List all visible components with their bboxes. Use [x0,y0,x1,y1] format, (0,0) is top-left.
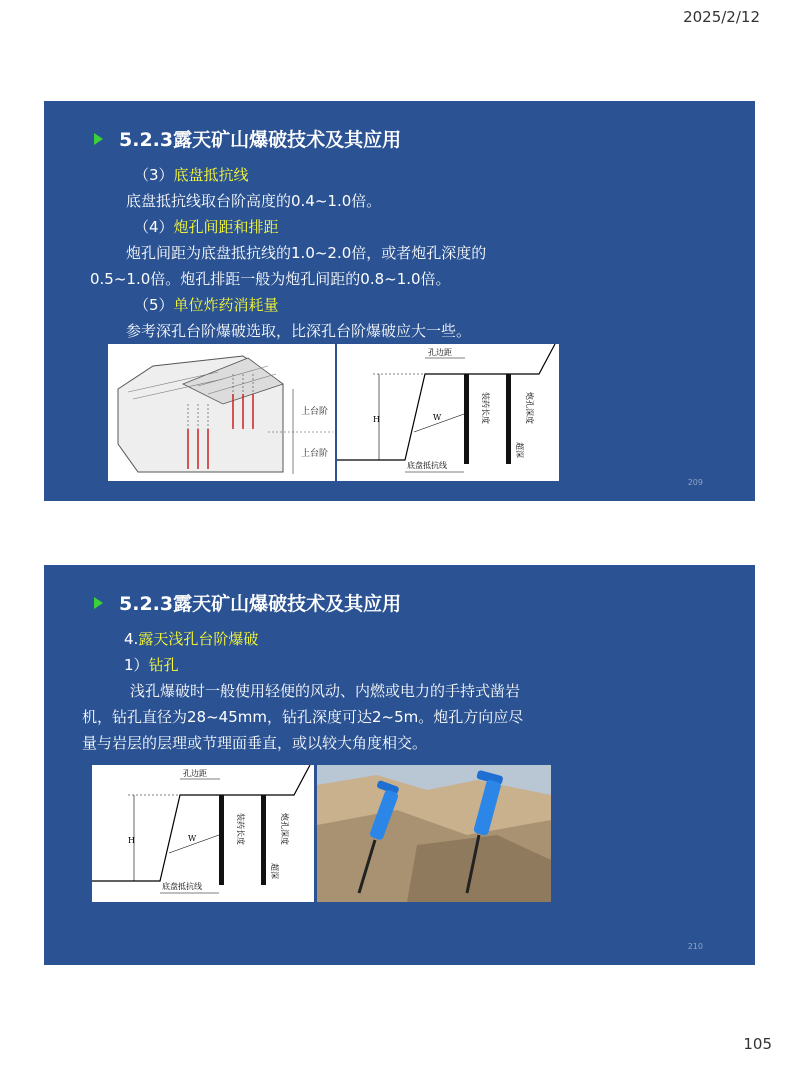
text-line: 参考深孔台阶爆破选取，比深孔台阶爆破应大一些。 [126,322,472,340]
slide-210 [44,565,755,965]
upper-bench-label: 上台阶 [301,407,329,417]
item-hole-spacing: （4）炮孔间距和排距 [134,218,279,236]
toe-burden-label: 底盘抵抗线 [162,882,202,891]
slide-number: 209 [687,478,703,487]
item-shallow-hole-blasting: 4.露天浅孔台阶爆破 [124,630,259,648]
slide-number: 210 [687,942,703,951]
item-toe-burden: （3）底盘抵抗线 [134,166,249,184]
hole-edge-label: 孔边距 [183,769,207,778]
text-line: 炮孔间距为底盘抵抗线的1.0~2.0倍，或者炮孔深度的 [126,244,487,262]
overdrill-label: 超深 [270,863,279,879]
bench-3d-diagram [108,344,335,481]
hole-depth-label: 炮孔深度 [280,813,289,845]
print-date: 2025/2/12 [683,8,760,26]
text-line: 机，钻孔直径为28~45mm，钻孔深度可达2~5m。炮孔方向应尽 [82,708,524,726]
height-label: H [373,415,380,424]
text-line: 量与岩层的层理或节理面垂直，或以较大角度相交。 [82,734,428,752]
charge-length-label: 装药长度 [236,813,245,845]
text-line: 底盘抵抗线取台阶高度的0.4~1.0倍。 [126,192,382,210]
rock-drill-photo [317,765,551,902]
item-drilling: 1）钻孔 [124,656,179,674]
page-number: 105 [743,1035,772,1053]
w-label: W [433,413,442,422]
slide-body [82,162,486,344]
item-explosive-consumption: （5）单位炸药消耗量 [134,296,279,314]
slide-title [92,589,401,616]
charge-length-label: 装药长度 [481,392,490,424]
hole-depth-label: 炮孔深度 [525,392,534,424]
green-arrow-bullet-icon [94,597,103,609]
slide-title-text: 5.2.3露天矿山爆破技术及其应用 [119,593,402,615]
toe-burden-label: 底盘抵抗线 [407,461,447,470]
text-line: 0.5~1.0倍。炮孔排距一般为炮孔间距的0.8~1.0倍。 [90,270,451,288]
w-label: W [188,834,197,843]
bench-section-diagram [92,765,314,902]
slide-209 [44,101,755,501]
slide-body [82,626,523,756]
text-line: 浅孔爆破时一般使用轻便的风动、内燃或电力的手持式凿岩 [130,682,521,700]
lower-bench-label: 上台阶 [301,449,329,459]
bench-section-diagram [337,344,559,481]
hole-edge-label: 孔边距 [428,348,452,357]
height-label: H [128,836,135,845]
slide-title [92,125,401,152]
green-arrow-bullet-icon [94,133,103,145]
slide-title-text: 5.2.3露天矿山爆破技术及其应用 [119,129,402,151]
overdrill-label: 超深 [515,442,524,458]
